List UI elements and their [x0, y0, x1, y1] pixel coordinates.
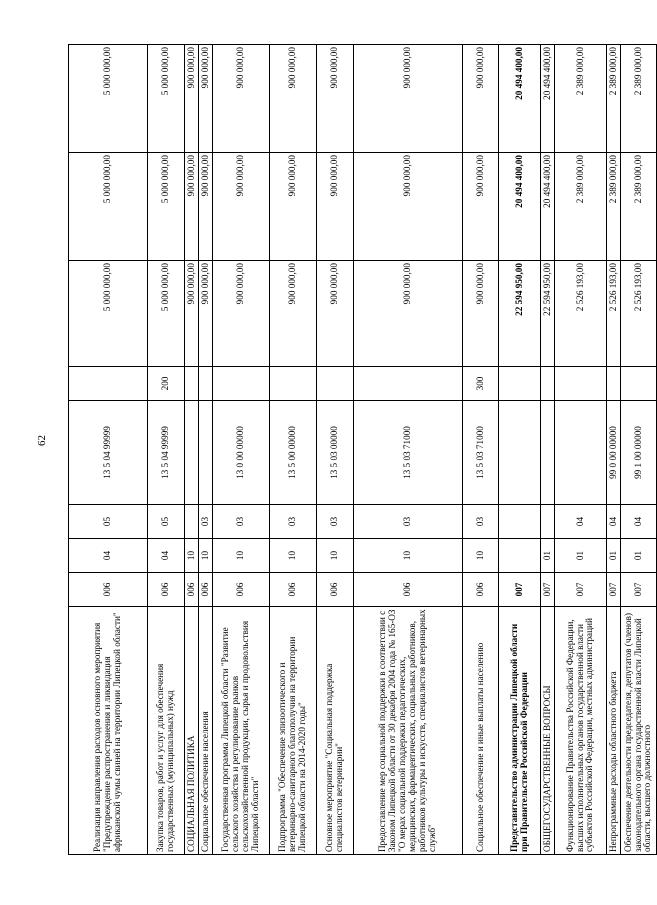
- target-article-code: 13 5 00 00000: [270, 401, 317, 505]
- amount-year-1: 2 526 193,00: [621, 261, 657, 367]
- item-name: СОЦИАЛЬНАЯ ПОЛИТИКА: [185, 607, 199, 855]
- expense-type-code: [317, 367, 354, 401]
- amount-year-3: 5 000 000,00: [148, 45, 185, 153]
- amount-year-1: 900 000,00: [199, 261, 213, 367]
- ved-code: 007: [607, 573, 621, 607]
- expense-type-code: [69, 367, 148, 401]
- item-name: Социальное обеспечение населения: [199, 607, 213, 855]
- subsection-code: 05: [69, 505, 148, 539]
- amount-year-3: 20 494 400,00: [541, 45, 555, 153]
- expense-type-code: [621, 367, 657, 401]
- ved-code: 007: [621, 573, 657, 607]
- amount-year-1: 5 000 000,00: [148, 261, 185, 367]
- target-article-code: [199, 401, 213, 505]
- amount-year-2: 20 494 400,00: [499, 153, 541, 261]
- expense-type-code: [185, 367, 199, 401]
- expense-type-code: [213, 367, 270, 401]
- amount-year-1: 900 000,00: [185, 261, 199, 367]
- amount-year-2: 2 389 000,00: [555, 153, 607, 261]
- expense-type-code: [354, 367, 463, 401]
- expense-type-code: [555, 367, 607, 401]
- table-row: [69, 45, 148, 855]
- budget-table: [68, 44, 657, 855]
- budget-table-rotated: [68, 45, 653, 855]
- amount-year-2: 2 389 000,00: [607, 153, 621, 261]
- section-code: 01: [607, 539, 621, 573]
- ved-code: 007: [499, 573, 541, 607]
- amount-year-1: 900 000,00: [317, 261, 354, 367]
- item-name: Подпрограмма "Обеспечение эпизоотического и ветеринарно-санитарного благополучия на территории Липецкой области на 2014-2020 годы": [270, 607, 317, 855]
- item-name: Обеспечение деятельности председателя, депутатов (членов) законодательного органа государственной власти Липецкой области, высшего должностного: [621, 607, 657, 855]
- ved-code: 006: [354, 573, 463, 607]
- subsection-code: 04: [555, 505, 607, 539]
- amount-year-3: 900 000,00: [199, 45, 213, 153]
- amount-year-3: 900 000,00: [270, 45, 317, 153]
- amount-year-3: 5 000 000,00: [69, 45, 148, 153]
- ved-code: 006: [69, 573, 148, 607]
- amount-year-2: 900 000,00: [354, 153, 463, 261]
- target-article-code: 13 5 03 71000: [354, 401, 463, 505]
- amount-year-1: 2 526 193,00: [607, 261, 621, 367]
- ved-code: 006: [270, 573, 317, 607]
- target-article-code: 13 5 04 99999: [69, 401, 148, 505]
- section-code: 10: [199, 539, 213, 573]
- section-code: 01: [555, 539, 607, 573]
- table-row: [317, 45, 354, 855]
- amount-year-2: 2 389 000,00: [621, 153, 657, 261]
- table-row: [463, 45, 499, 855]
- item-name: Представительство администрации Липецкой области при Правительстве Российской Федерации: [499, 607, 541, 855]
- subsection-code: 03: [354, 505, 463, 539]
- target-article-code: 99 1 00 00000: [621, 401, 657, 505]
- item-name: Закупка товаров, работ и услуг для обеспечения государственных (муниципальных) нужд: [148, 607, 185, 855]
- amount-year-3: 2 389 000,00: [621, 45, 657, 153]
- section-code: 01: [621, 539, 657, 573]
- table-row: [499, 45, 541, 855]
- subsection-code: [541, 505, 555, 539]
- target-article-code: [499, 401, 541, 505]
- ved-code: 007: [541, 573, 555, 607]
- target-article-code: 99 0 00 00000: [607, 401, 621, 505]
- item-name: Предоставление мер социальной поддержки в соответствии с Законом Липецкой области от 30 декабря 2004 года № 165-ОЗ "О мерах социальной поддержки педагогических, медицинских, фармацевтических, социальных работников, работников культуры и искусств, специалистов ветеринарных служб": [354, 607, 463, 855]
- expense-type-code: [607, 367, 621, 401]
- table-row: [185, 45, 199, 855]
- subsection-code: 03: [199, 505, 213, 539]
- subsection-code: 05: [148, 505, 185, 539]
- item-name: Социальное обеспечение и иные выплаты населению: [463, 607, 499, 855]
- ved-code: 006: [463, 573, 499, 607]
- section-code: 10: [270, 539, 317, 573]
- amount-year-2: 900 000,00: [185, 153, 199, 261]
- table-row: [354, 45, 463, 855]
- table-row: [148, 45, 185, 855]
- ved-code: 006: [148, 573, 185, 607]
- section-code: 10: [185, 539, 199, 573]
- expense-type-code: [270, 367, 317, 401]
- expense-type-code: 200: [148, 367, 185, 401]
- expense-type-code: [541, 367, 555, 401]
- amount-year-2: 5 000 000,00: [69, 153, 148, 261]
- amount-year-3: 900 000,00: [317, 45, 354, 153]
- amount-year-2: 900 000,00: [317, 153, 354, 261]
- amount-year-3: 900 000,00: [213, 45, 270, 153]
- subsection-code: 03: [463, 505, 499, 539]
- amount-year-1: 900 000,00: [213, 261, 270, 367]
- subsection-code: [499, 505, 541, 539]
- table-row: [199, 45, 213, 855]
- subsection-code: 03: [317, 505, 354, 539]
- section-code: 10: [354, 539, 463, 573]
- target-article-code: [185, 401, 199, 505]
- target-article-code: 13 0 00 00000: [213, 401, 270, 505]
- section-code: 10: [463, 539, 499, 573]
- target-article-code: 13 5 03 71000: [463, 401, 499, 505]
- section-code: 01: [541, 539, 555, 573]
- item-name: Реализация направления расходов основного мероприятия "Предупреждение распространения и ликвидация африканской чумы свиней на территории Липецкой области": [69, 607, 148, 855]
- section-code: 04: [148, 539, 185, 573]
- section-code: 10: [213, 539, 270, 573]
- target-article-code: [555, 401, 607, 505]
- page-number: 62: [36, 435, 48, 446]
- amount-year-3: 2 389 000,00: [555, 45, 607, 153]
- amount-year-3: 900 000,00: [463, 45, 499, 153]
- subsection-code: 03: [270, 505, 317, 539]
- amount-year-1: 900 000,00: [354, 261, 463, 367]
- amount-year-3: 900 000,00: [185, 45, 199, 153]
- amount-year-1: 2 526 193,00: [555, 261, 607, 367]
- expense-type-code: [199, 367, 213, 401]
- amount-year-1: 900 000,00: [463, 261, 499, 367]
- ved-code: 006: [213, 573, 270, 607]
- subsection-code: 04: [607, 505, 621, 539]
- ved-code: 007: [555, 573, 607, 607]
- subsection-code: 04: [621, 505, 657, 539]
- item-name: Функционирование Правительства Российской Федерации, высших исполнительных органов государственной власти субъектов Российской Федерации, местных администраций: [555, 607, 607, 855]
- target-article-code: 13 5 03 00000: [317, 401, 354, 505]
- amount-year-3: 900 000,00: [354, 45, 463, 153]
- item-name: Основное мероприятие "Социальная поддержка специалистов ветеринарии": [317, 607, 354, 855]
- amount-year-2: 900 000,00: [463, 153, 499, 261]
- table-row: [270, 45, 317, 855]
- amount-year-2: 5 000 000,00: [148, 153, 185, 261]
- table-row: [607, 45, 621, 855]
- ved-code: 006: [199, 573, 213, 607]
- table-row: [213, 45, 270, 855]
- item-name: Непрограммные расходы областного бюджета: [607, 607, 621, 855]
- ved-code: 006: [185, 573, 199, 607]
- amount-year-2: 900 000,00: [270, 153, 317, 261]
- table-row: [621, 45, 657, 855]
- section-code: 10: [317, 539, 354, 573]
- section-code: [499, 539, 541, 573]
- expense-type-code: 300: [463, 367, 499, 401]
- target-article-code: [541, 401, 555, 505]
- subsection-code: 03: [213, 505, 270, 539]
- amount-year-3: 2 389 000,00: [607, 45, 621, 153]
- amount-year-3: 20 494 400,00: [499, 45, 541, 153]
- ved-code: 006: [317, 573, 354, 607]
- amount-year-2: 20 494 400,00: [541, 153, 555, 261]
- subsection-code: [185, 505, 199, 539]
- amount-year-1: 900 000,00: [270, 261, 317, 367]
- amount-year-1: 22 594 950,00: [499, 261, 541, 367]
- target-article-code: 13 5 04 99999: [148, 401, 185, 505]
- item-name: ОБЩЕГОСУДАРСТВЕННЫЕ ВОПРОСЫ: [541, 607, 555, 855]
- expense-type-code: [499, 367, 541, 401]
- table-row: [555, 45, 607, 855]
- amount-year-1: 22 594 950,00: [541, 261, 555, 367]
- section-code: 04: [69, 539, 148, 573]
- amount-year-2: 900 000,00: [199, 153, 213, 261]
- item-name: Государственная программа Липецкой области "Развитие сельского хозяйства и регулирование рынков сельскохозяйственной продукции, сырья и продовольствия Липецкой области": [213, 607, 270, 855]
- amount-year-1: 5 000 000,00: [69, 261, 148, 367]
- table-row: [541, 45, 555, 855]
- amount-year-2: 900 000,00: [213, 153, 270, 261]
